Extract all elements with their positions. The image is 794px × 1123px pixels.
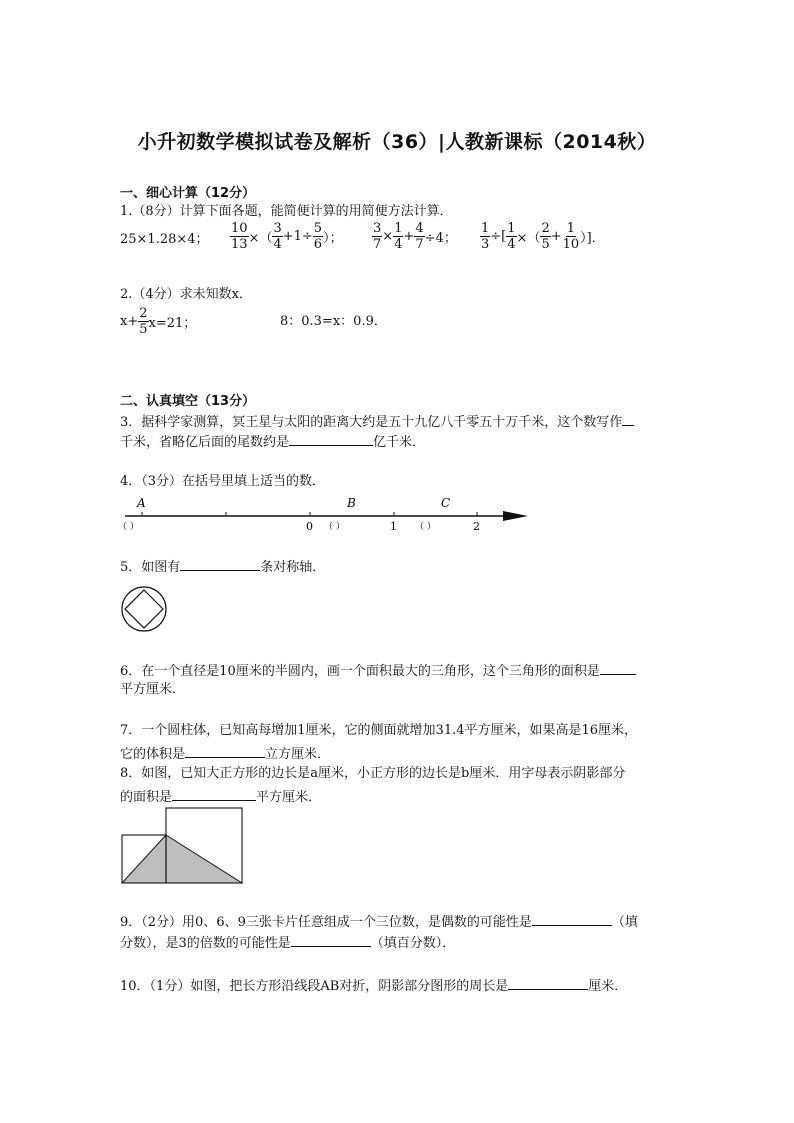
operator: ×（ [516, 231, 541, 246]
numerator: 1 [507, 221, 516, 236]
denominator: 7 [415, 237, 424, 252]
q3-text: 亿千米． [373, 435, 426, 450]
tick-label-2: 2 [473, 520, 480, 533]
denominator: 13 [231, 237, 248, 252]
q6-text: 6．在一个直径是10厘米的半圆内，画一个面积最大的三角形，这个三角形的面积是 [120, 664, 600, 679]
q5-text: 5．如图有 [120, 560, 181, 575]
tick-label-0: 0 [306, 520, 313, 533]
number-line-figure [115, 490, 535, 534]
operator: + [403, 229, 415, 244]
denominator: 7 [373, 237, 382, 252]
blank-parenthesis: （ ） [415, 522, 436, 532]
numerator: 2 [139, 306, 148, 321]
denominator: 3 [481, 237, 490, 252]
page-title: 小升初数学模拟试卷及解析（36）|人教新课标（2014秋） [137, 131, 657, 153]
q7-line-2 [120, 743, 330, 764]
numerator: 4 [415, 221, 424, 236]
arrow-head-icon [503, 511, 528, 521]
operator: ×（ [248, 231, 273, 246]
numerator: 1 [481, 221, 490, 236]
fraction [393, 221, 403, 252]
numerator: 1 [566, 221, 576, 236]
q2-stem: 2.（4分）求未知数x． [120, 287, 253, 302]
q9-text: 分数），是3的倍数的可能性是 [120, 936, 291, 951]
q8-line-1: 8．如图，已知大正方形的边长是a厘米，小正方形的边长是b厘米．用字母表示阴影部分 [120, 766, 626, 781]
answer-blank[interactable] [532, 911, 612, 926]
q10-text: 厘米． [588, 979, 628, 994]
numerator: 3 [373, 221, 382, 236]
fraction [480, 221, 490, 252]
answer-blank[interactable] [289, 431, 373, 446]
q10-text: 10．（1分）如图，把长方形沿线段AB对折，阴影部分图形的周长是 [120, 979, 509, 994]
operator: ÷[ [490, 229, 507, 244]
q9-text: 9．（2分）用0、6、9三张卡片任意组成一个三位数，是偶数的可能性是 [120, 915, 532, 930]
q7-text: 它的体积是 [120, 747, 186, 762]
operator: + [550, 229, 562, 244]
denominator: 4 [273, 237, 282, 252]
fraction [562, 221, 581, 252]
section-2-heading: 二、认真填空（13分） [120, 394, 256, 409]
denominator: 5 [139, 322, 148, 337]
operator: ）]． [580, 231, 605, 246]
tick-label-1: 1 [390, 520, 397, 533]
fraction [272, 221, 282, 252]
q9-line-1 [120, 911, 638, 932]
numerator: 5 [313, 221, 323, 236]
q3-text: 千米，省略亿后面的尾数约是 [120, 435, 290, 450]
answer-blank[interactable] [622, 411, 634, 426]
answer-blank[interactable] [172, 786, 256, 801]
operator: +1÷ [282, 229, 313, 244]
blank-parenthesis: （ ） [118, 522, 139, 532]
operator: x=21； [148, 316, 197, 331]
q6-line-1 [120, 660, 636, 681]
q7-line-1: 7．一个圆柱体，已知高每增加1厘米，它的侧面就增加31.4平方厘米，如果高是16厘米， [120, 723, 638, 738]
fraction [414, 221, 424, 252]
point-label-b: B [347, 496, 356, 510]
operator: x+ [120, 314, 139, 329]
q2-expr-2: 8：0.3=x：0.9． [280, 314, 387, 329]
inscribed-square-shape [125, 590, 163, 628]
answer-blank[interactable] [185, 743, 265, 758]
blank-parenthesis: （ ） [324, 522, 345, 532]
numerator: 10 [231, 221, 248, 236]
q10-line [120, 975, 627, 996]
fraction [230, 221, 249, 252]
section-1-heading: 一、细心计算（12分） [120, 186, 256, 201]
q5-line [120, 556, 325, 577]
q1-e1-text: 25×1.28×4； [120, 232, 209, 247]
circle-square-figure [118, 583, 170, 635]
shaded-triangle-left [122, 835, 166, 883]
q3-line-2 [120, 431, 425, 452]
operator: ）； [323, 231, 343, 246]
q1-expr-1 [120, 228, 209, 247]
q1-expr-2 [230, 221, 343, 252]
q3-line-1 [120, 411, 634, 432]
point-label-a: A [137, 496, 146, 510]
point-label-c: C [441, 496, 451, 510]
numerator: 1 [394, 221, 403, 236]
q5-text: 条对称轴． [260, 560, 326, 575]
fraction [138, 306, 148, 337]
denominator: 5 [541, 237, 550, 252]
q4-stem: 4．（3分）在括号里填上适当的数． [120, 474, 326, 489]
operator: × [382, 229, 394, 244]
fraction [313, 221, 323, 252]
q1-stem: 1.（8分）计算下面各题，能简便计算的用简便方法计算． [120, 204, 453, 219]
denominator: 10 [562, 237, 580, 252]
squares-figure [118, 805, 248, 887]
denominator: 6 [313, 237, 323, 252]
denominator: 4 [507, 237, 516, 252]
circle-shape [122, 587, 166, 631]
answer-blank[interactable] [508, 975, 588, 990]
fraction [372, 221, 382, 252]
shaded-triangle-right [166, 835, 242, 883]
numerator: 2 [541, 221, 550, 236]
answer-blank[interactable] [600, 660, 636, 675]
q9-text: （填 [611, 915, 638, 930]
q9-line-2 [120, 932, 455, 953]
answer-blank[interactable] [180, 556, 260, 571]
q8-text: 的面积是 [120, 790, 173, 805]
answer-blank[interactable] [291, 932, 371, 947]
q3-text: 3．据科学家测算，冥王星与太阳的距离大约是五十九亿八千零五十万千米，这个数写作 [120, 415, 623, 430]
denominator: 4 [394, 237, 403, 252]
numerator: 3 [273, 221, 282, 236]
q8-text: 平方厘米． [256, 790, 322, 805]
q9-text: （填百分数）． [370, 936, 456, 951]
operator: ÷4； [424, 231, 457, 246]
q7-text: 立方厘米． [265, 747, 331, 762]
q2-expr-1 [120, 306, 196, 337]
q1-expr-4 [480, 221, 605, 252]
fraction [506, 221, 516, 252]
q1-expr-3 [372, 221, 457, 252]
q8-line-2 [120, 786, 321, 807]
fraction [540, 221, 550, 252]
q6-line-2: 平方厘米． [120, 682, 186, 697]
